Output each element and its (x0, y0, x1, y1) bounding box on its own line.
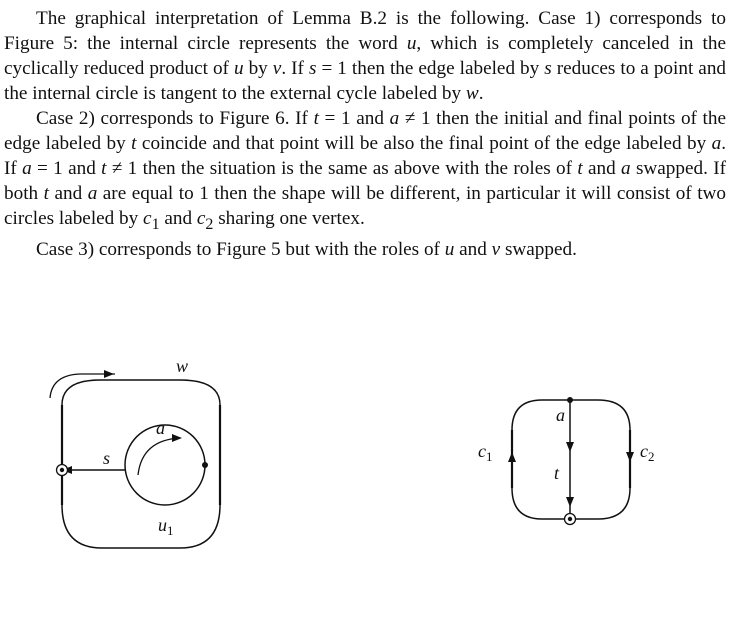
math-var: t (131, 133, 137, 154)
top-vertex (567, 397, 573, 403)
arrow-head-c1 (508, 452, 516, 462)
text-run: = 1 and (318, 108, 390, 129)
outer-top-arc (62, 380, 220, 405)
text-run: . (478, 83, 484, 104)
math-var: t (577, 158, 583, 179)
math-var: w (465, 83, 479, 104)
label-u1-main: u (158, 515, 167, 535)
text-run: are equal to 1 then the shape will be different, in particular it will consist of two circles labeled by (4, 183, 726, 229)
text-run: swapped. (500, 238, 577, 260)
label-w: w (176, 356, 189, 376)
paragraph-3 (4, 237, 726, 262)
paragraph-1 (4, 6, 726, 106)
text-run: = 1 and (31, 158, 102, 179)
text-run: swapped. If both (4, 158, 726, 204)
label-c1-subscript: 1 (486, 449, 493, 464)
text-run: and (582, 158, 622, 179)
math-var: s (544, 58, 552, 79)
math-var: t (313, 108, 319, 129)
text-run: Case 3) corresponds to Figure 5 but with the roles of (36, 238, 445, 260)
paragraph-2 (4, 106, 726, 237)
text-run: sharing one vertex. (213, 208, 365, 229)
label-u1-subscript: 1 (167, 523, 174, 538)
label-c2 (640, 441, 655, 464)
math-var: u (233, 58, 244, 79)
text-run: . If (4, 133, 726, 179)
label-s: s (103, 448, 111, 468)
arrow-head-a (566, 442, 574, 452)
figure-5 (0, 350, 260, 570)
vertex-dot (202, 462, 208, 468)
label-u1 (158, 515, 174, 538)
math-var: c (196, 208, 206, 229)
label-c1 (478, 441, 493, 464)
math-var: a (87, 183, 98, 204)
text-run: reduces to a point and the internal circle is tangent to the external cycle labeled by (4, 58, 727, 104)
label-a: a (156, 418, 165, 438)
arrow-head (104, 370, 114, 378)
label-c1-main: c (478, 441, 486, 461)
math-var: a (711, 133, 722, 154)
text-run: , which is completely canceled in the cyclically reduced product of (4, 33, 726, 79)
arrow-head-c2 (626, 452, 634, 462)
math-var: a (621, 158, 631, 179)
inner-circle (125, 425, 205, 505)
inner-direction-arrow (138, 438, 180, 475)
math-var: s (308, 58, 317, 79)
text-run: = 1 then the edge labeled by (316, 58, 545, 79)
text-run: . If (281, 58, 309, 79)
math-var: v (491, 238, 501, 260)
text-run: and (454, 238, 492, 260)
math-var: u (406, 33, 417, 54)
base-vertex-dot (60, 468, 64, 472)
body-text (4, 6, 726, 262)
math-var: t (101, 158, 107, 179)
label-t: t (554, 463, 560, 483)
label-a: a (556, 405, 565, 425)
text-run: Case 2) corresponds to Figure 6. If (36, 108, 314, 129)
label-c2-main: c (640, 441, 648, 461)
text-run: The graphical interpretation of Lemma B.2 is the following. Case 1) corresponds to Figure 5: the internal circle represents the word (4, 8, 726, 54)
text-run: and (159, 208, 197, 229)
text-run: and (48, 183, 88, 204)
math-subscript: 2 (205, 215, 214, 233)
text-run: ≠ 1 then the initial and final points of the edge labeled by (4, 108, 726, 154)
outer-bottom-arc (62, 505, 220, 548)
text-run: coincide and that point will be also the final point of the edge labeled by (136, 133, 712, 154)
label-c2-subscript: 2 (648, 449, 655, 464)
math-var: t (43, 183, 49, 204)
figure-6 (470, 385, 680, 535)
math-var: u (444, 238, 455, 260)
bottom-vertex-dot (568, 517, 572, 521)
loop-c2 (570, 400, 630, 519)
math-var: a (22, 158, 32, 179)
math-var: a (389, 108, 400, 129)
arrow-head (172, 434, 182, 442)
text-run: ≠ 1 then the situation is the same as above with the roles of (106, 158, 578, 179)
text-run: by (243, 58, 273, 79)
outer-direction-arrow (50, 374, 115, 398)
math-subscript: 1 (151, 215, 160, 233)
arrow-head-t (566, 497, 574, 507)
math-var: c (143, 208, 152, 229)
math-var: v (272, 58, 282, 79)
